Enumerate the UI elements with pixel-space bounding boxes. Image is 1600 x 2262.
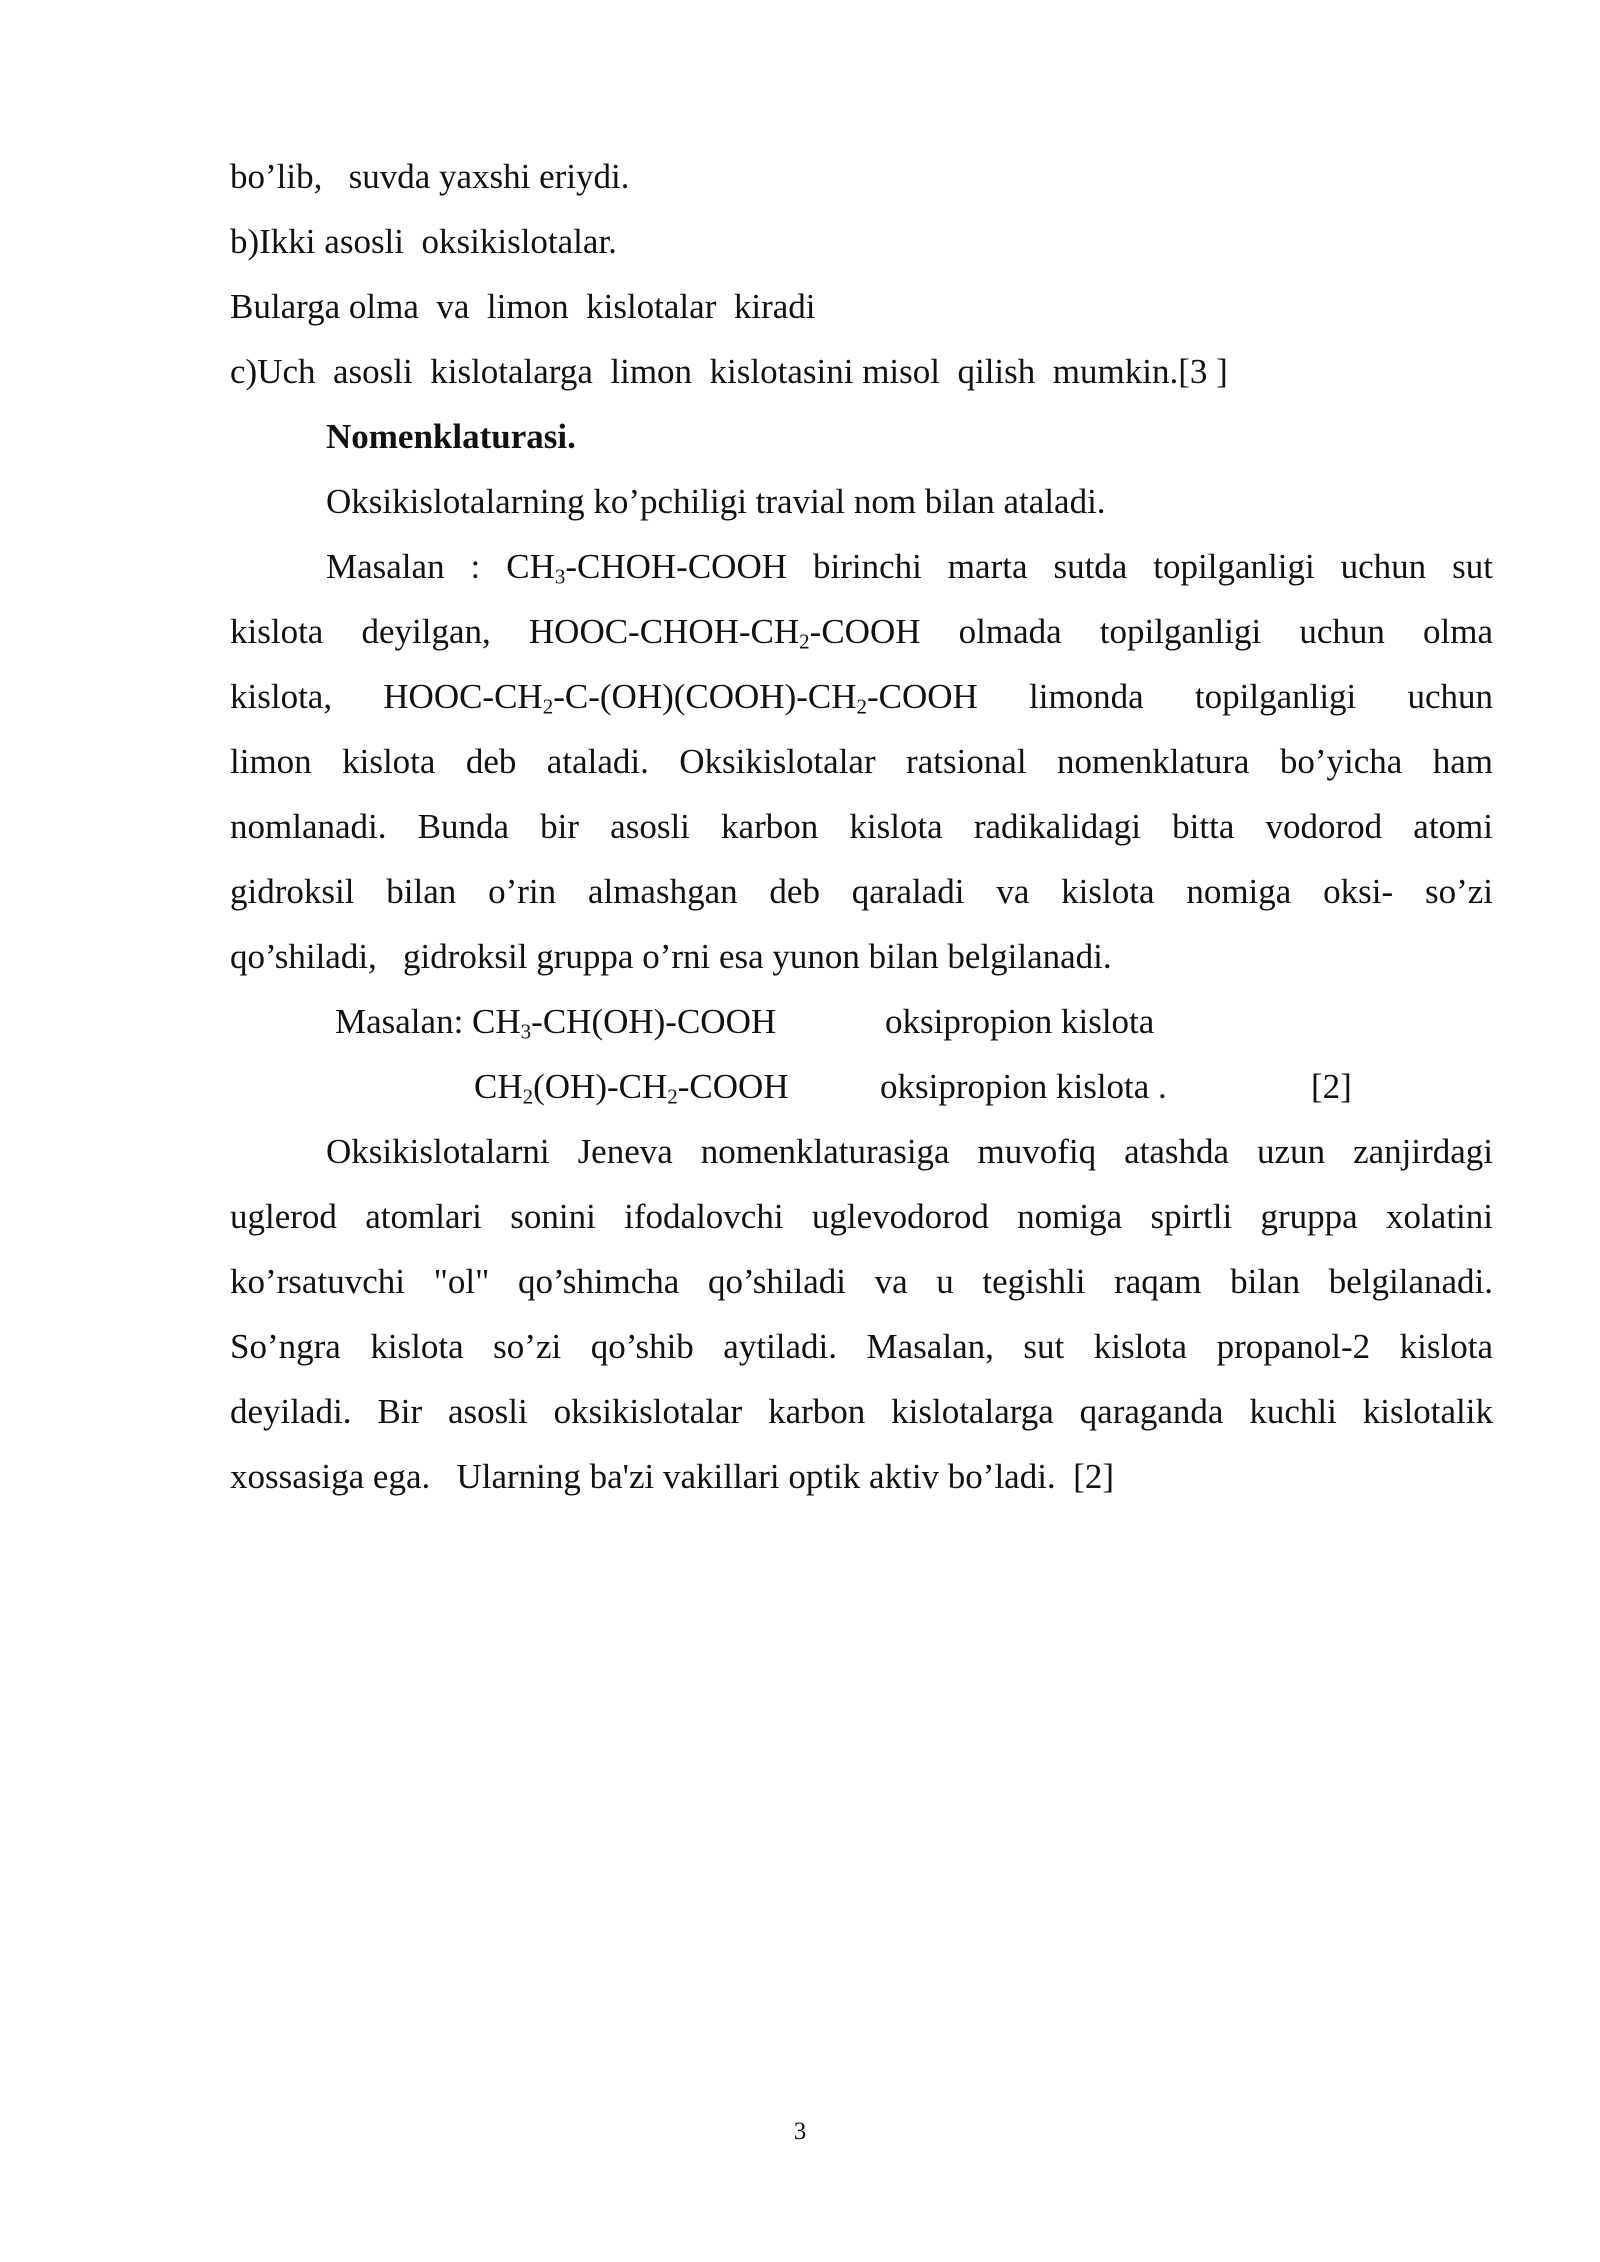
text-line: Oksikislotalarning ko’pchiligi travial nom bilan ataladi.	[326, 482, 1106, 521]
paragraph-line: uglerod atomlari sonini ifodalovchi uglevodorod nomiga spirtli gruppa xolatini	[230, 1197, 1493, 1236]
paragraph-line: gidroksil bilan o’rin almashgan deb qaraladi va kislota nomiga oksi- so’zi	[230, 872, 1493, 911]
paragraph-line: Oksikislotalarni Jeneva nomenklaturasiga muvofiq atashda uzun zanjirdagi	[326, 1132, 1493, 1171]
citation-ref: [2]	[1311, 1067, 1352, 1106]
text-line: c)Uch asosli kislotalarga limon kislotasini misol qilish mumkin.[3 ]	[230, 352, 1228, 391]
text-line: bo’lib, suvda yaxshi eriydi.	[230, 157, 630, 196]
paragraph-line: qo’shiladi, gidroksil gruppa o’rni esa yunon bilan belgilanadi.	[230, 937, 1112, 976]
text-line: Bularga olma va limon kislotalar kiradi	[230, 287, 816, 326]
paragraph-line: So’ngra kislota so’zi qo’shib aytiladi. Masalan, sut kislota propanol-2 kislota	[230, 1327, 1493, 1366]
example-name: oksipropion kislota	[885, 1002, 1155, 1041]
paragraph-line: kislota, HOOC-$CH_2-C-(OH)(COOH)-CH_2$-COOH limonda topilganligi uchun	[230, 677, 1493, 719]
paragraph-line: ko’rsatuvchi "ol" qo’shimcha qo’shiladi va u tegishli raqam bilan belgilanadi.	[230, 1262, 1493, 1301]
paragraph-line: Masalan : $CH_3-CHOH$-COOH birinchi marta sutda topilganligi uchun sut	[326, 547, 1493, 589]
paragraph-line: deyiladi. Bir asosli oksikislotalar karbon kislotalarga qaraganda kuchli kislotalik	[230, 1392, 1493, 1431]
paragraph-line: kislota deyilgan, HOOC-$CHOH-CH_2$-COOH olmada topilganligi uchun olma	[230, 612, 1493, 654]
example-name: oksipropion kislota .	[880, 1067, 1167, 1106]
section-heading: Nomenklaturasi.	[326, 417, 576, 456]
example-formula: Masalan: $CH_3-CH(OH)$-COOH	[335, 1002, 777, 1044]
text-line: b)Ikki asosli oksikislotalar.	[230, 222, 617, 261]
paragraph-line: nomlanadi. Bunda bir asosli karbon kislota radikalidagi bitta vodorod atomi	[230, 807, 1493, 846]
paragraph-line: xossasiga ega. Ularning ba'zi vakillari optik aktiv bo’ladi. [2]	[230, 1457, 1114, 1496]
paragraph-line: limon kislota deb ataladi. Oksikislotalar ratsional nomenklatura bo’yicha ham	[230, 742, 1493, 781]
example-formula: $CH_2(OH)-CH_2$-COOH	[474, 1067, 789, 1109]
page-number: 3	[793, 2118, 807, 2145]
